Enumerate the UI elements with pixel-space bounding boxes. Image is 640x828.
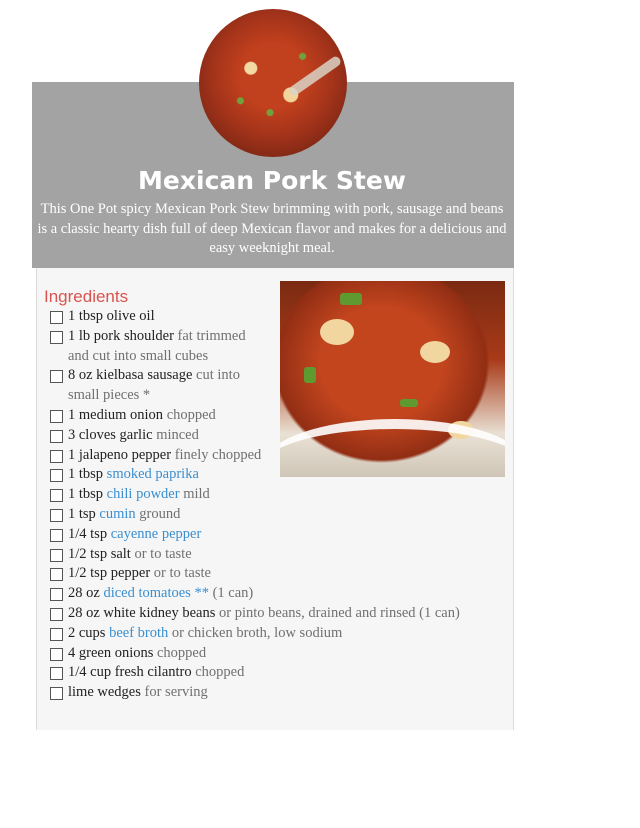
ingredient-item: 1/4 tsp cayenne pepper — [50, 525, 506, 545]
ingredient-checkbox[interactable] — [50, 311, 63, 324]
ladle-shape — [288, 55, 343, 98]
ingredient-checkbox[interactable] — [50, 608, 63, 621]
ingredient-item: 1 jalapeno pepper finely chopped — [50, 446, 264, 466]
stew-bowl-photo — [199, 9, 347, 157]
ingredient-item: 1 tbsp olive oil — [50, 307, 506, 327]
ingredient-link[interactable]: beef broth — [109, 624, 169, 641]
ingredient-checkbox[interactable] — [50, 370, 63, 383]
ingredient-item: 1 lb pork shoulder fat trimmed and cut into small cubes — [50, 327, 264, 367]
ingredient-checkbox[interactable] — [50, 588, 63, 601]
ingredient-item: 28 oz diced tomatoes ** (1 can) — [50, 584, 506, 604]
ingredient-checkbox[interactable] — [50, 450, 63, 463]
ingredient-checkbox[interactable] — [50, 549, 63, 562]
ingredient-item: 4 green onions chopped — [50, 644, 506, 664]
cilantro-leaf-shape — [340, 293, 362, 305]
ingredient-link[interactable]: cumin — [99, 505, 136, 522]
ingredient-item: 2 cups beef broth or chicken broth, low sodium — [50, 624, 506, 644]
ingredient-item: lime wedges for serving — [50, 683, 506, 703]
ingredient-checkbox[interactable] — [50, 529, 63, 542]
ingredient-checkbox[interactable] — [50, 331, 63, 344]
ingredient-checkbox[interactable] — [50, 509, 63, 522]
ingredient-link[interactable]: cayenne pepper — [110, 525, 202, 542]
ingredient-link[interactable]: chili powder — [106, 486, 180, 503]
ingredient-checkbox[interactable] — [50, 469, 63, 482]
recipe-title: Mexican Pork Stew — [138, 166, 406, 195]
ingredients-list — [50, 307, 506, 703]
ingredient-checkbox[interactable] — [50, 648, 63, 661]
ingredient-item: 28 oz white kidney beans or pinto beans, drained and rinsed (1 can) — [50, 604, 506, 624]
ingredient-checkbox[interactable] — [50, 687, 63, 700]
ingredient-item: 3 cloves garlic minced — [50, 426, 506, 446]
ingredient-item: 1 medium onion chopped — [50, 406, 506, 426]
ingredients-heading: Ingredients — [44, 287, 129, 306]
ingredient-item: 1 tsp cumin ground — [50, 505, 506, 525]
ingredient-checkbox[interactable] — [50, 667, 63, 680]
recipe-description: This One Pot spicy Mexican Pork Stew brimming with pork, sausage and beans is a classic hearty dish full of deep Mexican flavor and makes for a delicious and easy weeknight meal. — [37, 201, 507, 256]
ingredient-item: 1 tbsp smoked paprika — [50, 465, 506, 485]
ingredient-link[interactable]: diced tomatoes ** — [103, 585, 209, 602]
ingredient-item: 1/2 tsp salt or to taste — [50, 545, 506, 565]
ingredient-checkbox[interactable] — [50, 410, 63, 423]
ingredient-item: 1/2 tsp pepper or to taste — [50, 564, 506, 584]
ingredient-checkbox[interactable] — [50, 568, 63, 581]
ingredient-checkbox[interactable] — [50, 489, 63, 502]
ingredient-item: 1 tbsp chili powder mild — [50, 485, 506, 505]
ingredient-checkbox[interactable] — [50, 628, 63, 641]
ingredient-item: 8 oz kielbasa sausage cut into small pieces * — [50, 366, 264, 406]
ingredient-link[interactable]: smoked paprika — [106, 466, 199, 483]
ingredient-checkbox[interactable] — [50, 430, 63, 443]
ingredient-item: 1/4 cup fresh cilantro chopped — [50, 663, 506, 683]
